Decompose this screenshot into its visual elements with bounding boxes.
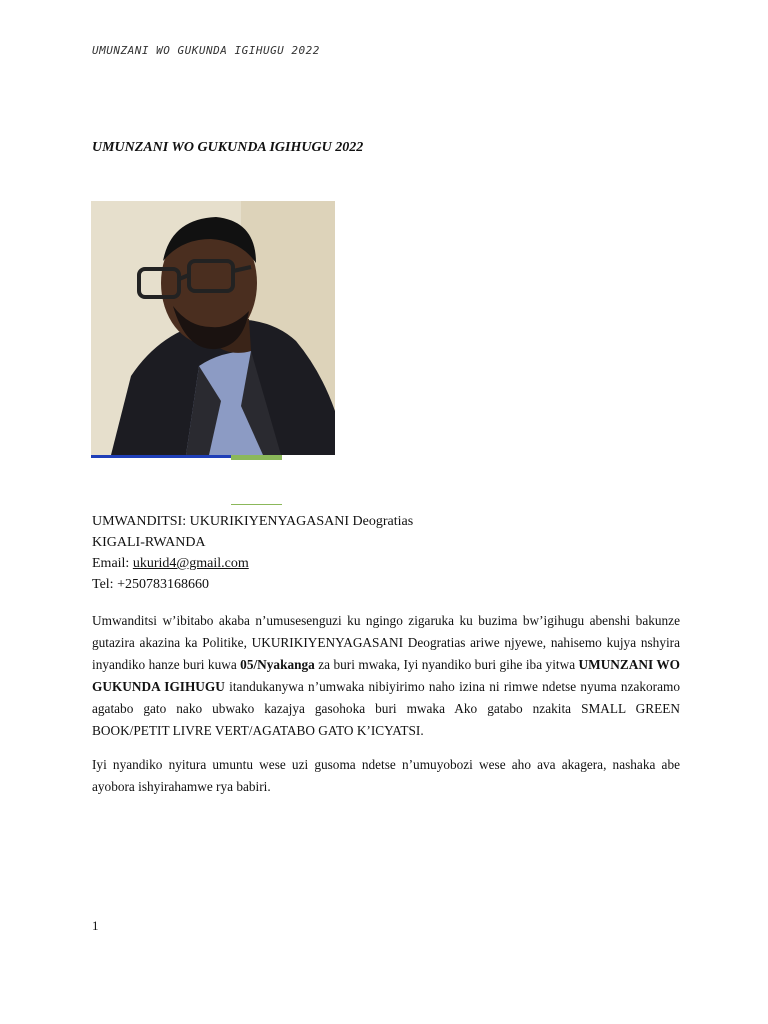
decorative-green-line — [231, 455, 282, 460]
dedication-paragraph: Iyi nyandiko nyitura umuntu wese uzi gusoma ndetse n’umuyobozi wese aho ava akagera, nashaka abe ayobora ishyirahamwe rya babiri. — [92, 757, 680, 794]
email-link[interactable]: ukurid4@gmail.com — [132, 556, 249, 571]
paragraph-text: itandukanywa n’umwaka nibiyirimo naho izina ni rimwe ndetse nyuma nzakoramo agatabo gato nako ubwako kazajya gasohoka buri mwaka Ako gatabo nzakita SMALL GREEN BOOK/PETIT LIVRE VERT/AGATABO GATO K’ICYATSI. — [92, 679, 680, 738]
decorative-green-rule — [231, 504, 282, 505]
author-info — [92, 511, 413, 595]
paragraph-text: Umwanditsi w’ibitabo akaba n’umusesenguzi ku ngingo zigaruka ku buzima bw’igihugu abenshi bakunze gutazira akazina ka Politike, UKURIKIYENYAGASANI Deogratias ariwe njyewe, nahisemo kujya nshyira inyandiko hanze buri kuwa — [92, 613, 680, 672]
date-highlight: 05/Nyakanga — [240, 657, 315, 672]
intro-paragraph — [92, 610, 680, 742]
author-email-row — [92, 553, 413, 574]
author-photo — [91, 201, 335, 455]
author-line: UMWANDITSI: UKURIKIYENYAGASANI Deogratias — [92, 514, 414, 529]
email-label: Email: — [92, 556, 130, 571]
decorative-blue-line — [91, 455, 231, 458]
running-header: UMUNZANI WO GUKUNDA IGIHUGU 2022 — [92, 44, 320, 57]
title-highlight: UMUNZANI WO GUKUNDA IGIHUGU — [92, 657, 680, 694]
page-number: 1 — [92, 918, 99, 933]
paragraph-text: za buri mwaka, Iyi nyandiko buri gihe iba yitwa — [314, 657, 579, 672]
author-location: KIGALI-RWANDA — [92, 535, 206, 550]
author-telephone: Tel: +250783168660 — [92, 577, 209, 592]
document-title: UMUNZANI WO GUKUNDA IGIHUGU 2022 — [92, 140, 364, 155]
